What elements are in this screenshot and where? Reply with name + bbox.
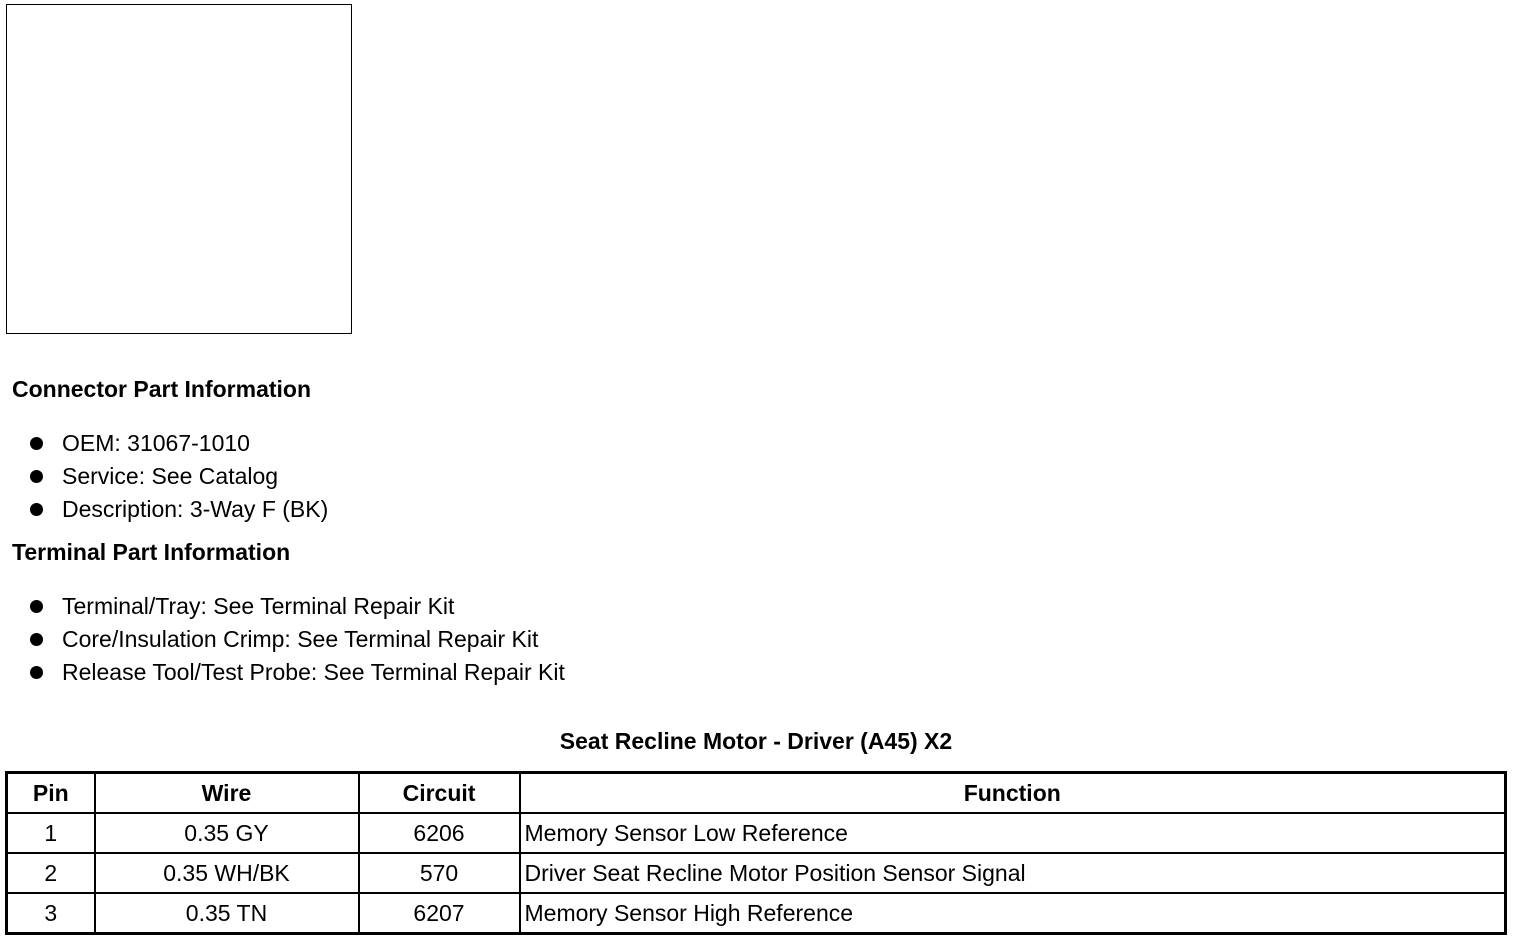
cell-function: Driver Seat Recline Motor Position Sensor Signal bbox=[520, 853, 1506, 893]
cell-function: Memory Sensor Low Reference bbox=[520, 813, 1506, 853]
table-row bbox=[7, 813, 1506, 853]
cell-pin: 3 bbox=[7, 893, 95, 934]
bullet-icon bbox=[30, 503, 43, 516]
terminal-info-heading: Terminal Part Information bbox=[12, 539, 291, 565]
list-item bbox=[30, 460, 328, 493]
list-item-text: Service: See Catalog bbox=[62, 463, 279, 489]
table-row bbox=[7, 853, 1506, 893]
bullet-icon bbox=[30, 633, 43, 646]
list-item-text: Description: 3-Way F (BK) bbox=[62, 496, 329, 522]
bullet-icon bbox=[30, 600, 43, 613]
list-item bbox=[30, 427, 328, 460]
pinout-table bbox=[5, 771, 1507, 935]
list-item bbox=[30, 656, 565, 689]
table-title: Seat Recline Motor - Driver (A45) X2 bbox=[559, 728, 953, 754]
cell-circuit: 6206 bbox=[359, 813, 520, 853]
connector-info-list bbox=[30, 427, 328, 526]
header-pin: Pin bbox=[7, 773, 95, 814]
connector-image-placeholder bbox=[6, 4, 352, 334]
list-item bbox=[30, 590, 565, 623]
list-item bbox=[30, 493, 328, 526]
list-item-text: Terminal/Tray: See Terminal Repair Kit bbox=[62, 593, 455, 619]
cell-circuit: 6207 bbox=[359, 893, 520, 934]
list-item-text: Release Tool/Test Probe: See Terminal Repair Kit bbox=[62, 659, 565, 685]
cell-wire: 0.35 WH/BK bbox=[95, 853, 359, 893]
connector-info-heading: Connector Part Information bbox=[12, 376, 312, 402]
cell-pin: 1 bbox=[7, 813, 95, 853]
header-function: Function bbox=[520, 773, 1506, 814]
list-item-text: Core/Insulation Crimp: See Terminal Repair Kit bbox=[62, 626, 539, 652]
list-item bbox=[30, 623, 565, 656]
table-header-row bbox=[7, 773, 1506, 814]
cell-wire: 0.35 GY bbox=[95, 813, 359, 853]
list-item-text: OEM: 31067-1010 bbox=[62, 430, 250, 456]
cell-circuit: 570 bbox=[359, 853, 520, 893]
bullet-icon bbox=[30, 470, 43, 483]
header-wire: Wire bbox=[95, 773, 359, 814]
cell-wire: 0.35 TN bbox=[95, 893, 359, 934]
table-row bbox=[7, 893, 1506, 934]
bullet-icon bbox=[30, 666, 43, 679]
bullet-icon bbox=[30, 437, 43, 450]
cell-pin: 2 bbox=[7, 853, 95, 893]
cell-function: Memory Sensor High Reference bbox=[520, 893, 1506, 934]
header-circuit: Circuit bbox=[359, 773, 520, 814]
terminal-info-list bbox=[30, 590, 565, 689]
